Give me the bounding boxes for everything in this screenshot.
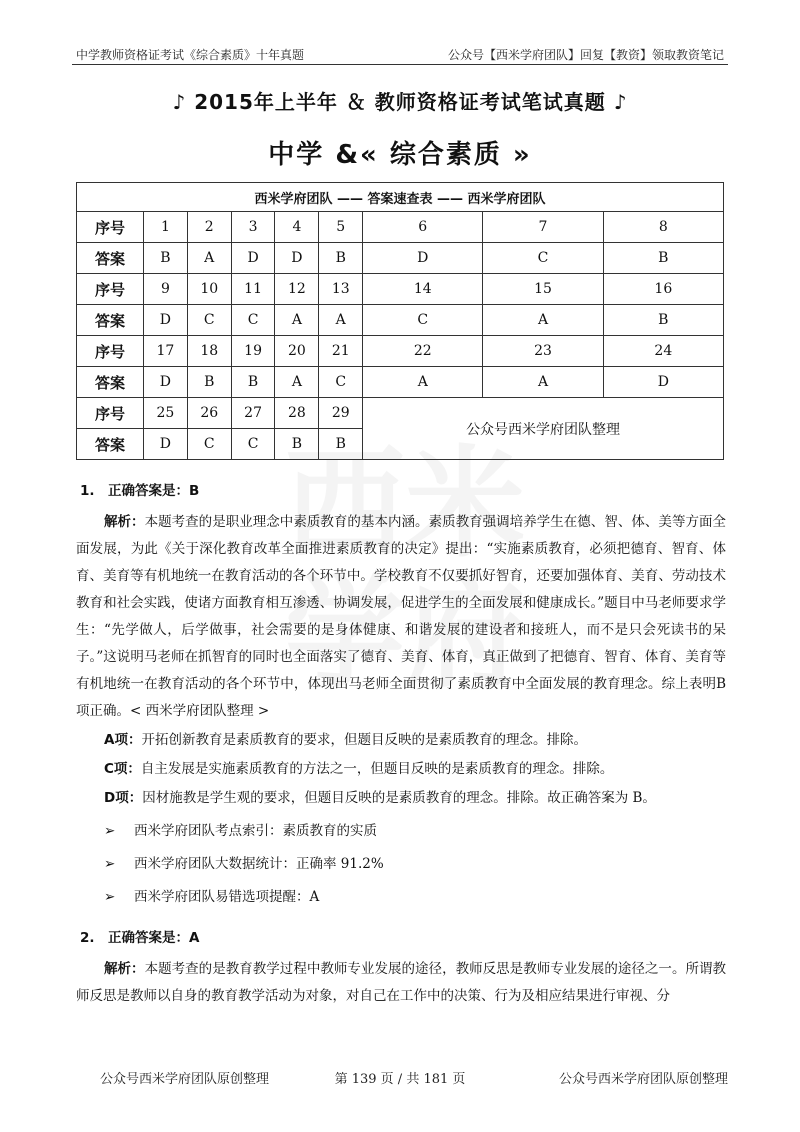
answer-cell: D bbox=[144, 305, 188, 336]
answer-cell: A bbox=[483, 367, 603, 398]
question-number: 5 bbox=[319, 212, 363, 243]
answer-cell: A bbox=[275, 305, 319, 336]
explanation-content bbox=[76, 478, 726, 1010]
answer-cell: C bbox=[187, 429, 231, 460]
row-label-number: 序号 bbox=[77, 336, 144, 367]
question-number: 13 bbox=[319, 274, 363, 305]
question-number: 6 bbox=[363, 212, 483, 243]
answer-cell: C bbox=[231, 429, 275, 460]
table-note: 公众号西米学府团队整理 bbox=[363, 398, 724, 460]
header-right-text: 公众号【西米学府团队】回复【教资】领取教资笔记 bbox=[447, 48, 724, 62]
page-header bbox=[72, 40, 728, 65]
page-subtitle: 中学 &« 综合素质 » bbox=[268, 140, 532, 170]
question-number: 26 bbox=[187, 398, 231, 429]
option-explanation bbox=[104, 756, 726, 783]
table-row bbox=[77, 305, 724, 336]
correct-answer: 正确答案是：B bbox=[108, 483, 200, 499]
answer-cell: B bbox=[603, 305, 723, 336]
question-number: 27 bbox=[231, 398, 275, 429]
question-number: 24 bbox=[603, 336, 723, 367]
question-number: 2. bbox=[80, 930, 95, 946]
bullet-text: 西米学府团队大数据统计：正确率 91.2% bbox=[134, 856, 384, 872]
question-number: 1. bbox=[80, 483, 95, 499]
row-label-number: 序号 bbox=[77, 398, 144, 429]
option-explanation bbox=[104, 727, 726, 754]
option-explanation bbox=[104, 785, 726, 812]
footer-left-text: 公众号西米学府团队原创整理 bbox=[100, 1072, 270, 1087]
answer-table-caption: 西米学府团队 —— 答案速查表 —— 西米学府团队 bbox=[77, 183, 724, 212]
answer-cell: B bbox=[144, 243, 188, 274]
footer-right-text: 公众号西米学府团队原创整理 bbox=[558, 1072, 728, 1087]
page-footer bbox=[72, 1068, 728, 1090]
list-item bbox=[104, 818, 726, 845]
question-number: 11 bbox=[231, 274, 275, 305]
question-number: 17 bbox=[144, 336, 188, 367]
answer-cell: A bbox=[319, 305, 363, 336]
analysis-label: 解析： bbox=[104, 514, 145, 530]
answer-cell: A bbox=[187, 243, 231, 274]
question-number: 21 bbox=[319, 336, 363, 367]
question-number: 14 bbox=[363, 274, 483, 305]
question-1-analysis bbox=[76, 509, 726, 725]
question-number: 4 bbox=[275, 212, 319, 243]
table-row bbox=[77, 398, 724, 429]
bullet-text: 西米学府团队易错选项提醒：A bbox=[134, 889, 320, 905]
answer-cell: B bbox=[187, 367, 231, 398]
question-number: 9 bbox=[144, 274, 188, 305]
table-row bbox=[77, 274, 724, 305]
question-number: 2 bbox=[187, 212, 231, 243]
answer-cell: B bbox=[275, 429, 319, 460]
question-number: 29 bbox=[319, 398, 363, 429]
row-label-number: 序号 bbox=[77, 212, 144, 243]
table-row bbox=[77, 243, 724, 274]
answer-cell: D bbox=[363, 243, 483, 274]
question-2-analysis bbox=[76, 956, 726, 1010]
answer-cell: A bbox=[275, 367, 319, 398]
answer-cell: C bbox=[231, 305, 275, 336]
arrow-bullet-icon: ➢ bbox=[104, 889, 116, 905]
question-number: 28 bbox=[275, 398, 319, 429]
question-number: 23 bbox=[483, 336, 603, 367]
question-number: 7 bbox=[483, 212, 603, 243]
question-number: 1 bbox=[144, 212, 188, 243]
analysis-text: 本题考查的是职业理念中素质教育的基本内涵。素质教育强调培养学生在德、智、体、美等方面全面发展，为此《关于深化教育改革全面推进素质教育的决定》提出：“实施素质教育，必须把德育、智育、体育、美育等有机地统一在教育活动的各个环节中。学校教育不仅要抓好智育，还要加强体育、美育、劳动技术教育和社会实践，使诸方面教育相互渗透、协调发展，促进学生的全面发展和健康成长。”题目中马老师要求学生：“先学做人，后学做事，社会需要的是身体健康、和谐发展的建设者和接班人，而不是只会死读书的呆子。”这说明马老师在抓智育的同时也全面落实了德育、美育、体育，真正做到了把德育、智育、体育、美育等有机地统一在教育活动的各个环节中，体现出马老师全面贯彻了素质教育中全面发展的教育理念。综上表明B项正确。< 西米学府团队整理 > bbox=[76, 514, 727, 719]
question-number: 22 bbox=[363, 336, 483, 367]
question-number: 8 bbox=[603, 212, 723, 243]
arrow-bullet-icon: ➢ bbox=[104, 823, 116, 839]
list-item bbox=[104, 884, 726, 911]
answer-cell: D bbox=[144, 367, 188, 398]
answer-cell: D bbox=[231, 243, 275, 274]
answer-cell: B bbox=[319, 243, 363, 274]
answer-cell: C bbox=[187, 305, 231, 336]
answer-cell: B bbox=[319, 429, 363, 460]
answer-cell: C bbox=[483, 243, 603, 274]
answer-cell: B bbox=[603, 243, 723, 274]
analysis-label: 解析： bbox=[104, 961, 145, 977]
answer-cell: D bbox=[144, 429, 188, 460]
answer-cell: A bbox=[483, 305, 603, 336]
answer-cell: A bbox=[363, 367, 483, 398]
question-number: 3 bbox=[231, 212, 275, 243]
page-title: ♪ 2015年上半年 ＆ 教师资格证考试笔试真题 ♪ bbox=[172, 90, 628, 114]
option-label: A项： bbox=[104, 732, 142, 748]
answer-cell: C bbox=[363, 305, 483, 336]
option-label: C项： bbox=[104, 761, 141, 777]
question-number: 16 bbox=[603, 274, 723, 305]
correct-answer: 正确答案是：A bbox=[108, 930, 200, 946]
question-2-heading bbox=[80, 925, 726, 952]
row-label-answer: 答案 bbox=[77, 429, 144, 460]
answer-cell: C bbox=[319, 367, 363, 398]
question-number: 12 bbox=[275, 274, 319, 305]
list-item bbox=[104, 851, 726, 878]
question-number: 25 bbox=[144, 398, 188, 429]
analysis-text: 本题考查的是教育教学过程中教师专业发展的途径，教师反思是教师专业发展的途径之一。所谓教师反思是教师以自身的教育教学活动为对象，对自己在工作中的决策、行为及相应结果进行审视、分 bbox=[76, 961, 727, 1004]
row-label-answer: 答案 bbox=[77, 367, 144, 398]
answer-cell: D bbox=[603, 367, 723, 398]
row-label-answer: 答案 bbox=[77, 243, 144, 274]
table-row bbox=[77, 336, 724, 367]
table-row bbox=[77, 212, 724, 243]
question-1-heading bbox=[80, 478, 726, 505]
table-row bbox=[77, 367, 724, 398]
answer-cell: D bbox=[275, 243, 319, 274]
option-text: 自主发展是实施素质教育的方法之一，但题目反映的是素质教育的理念。排除。 bbox=[140, 761, 614, 777]
answer-cell: B bbox=[231, 367, 275, 398]
option-text: 因材施教是学生观的要求，但题目反映的是素质教育的理念。排除。故正确答案为 B。 bbox=[142, 790, 656, 806]
bullet-text: 西米学府团队考点索引：素质教育的实质 bbox=[134, 823, 377, 839]
row-label-number: 序号 bbox=[77, 274, 144, 305]
page-number: 第 139 页 / 共 181 页 bbox=[334, 1072, 466, 1087]
arrow-bullet-icon: ➢ bbox=[104, 856, 116, 872]
answer-table bbox=[76, 182, 724, 460]
question-number: 10 bbox=[187, 274, 231, 305]
header-left-text: 中学教师资格证考试《综合素质》十年真题 bbox=[76, 48, 305, 62]
row-label-answer: 答案 bbox=[77, 305, 144, 336]
question-number: 19 bbox=[231, 336, 275, 367]
question-number: 18 bbox=[187, 336, 231, 367]
option-label: D项： bbox=[104, 790, 143, 806]
question-number: 20 bbox=[275, 336, 319, 367]
option-text: 开拓创新教育是素质教育的要求，但题目反映的是素质教育的理念。排除。 bbox=[141, 732, 587, 748]
question-number: 15 bbox=[483, 274, 603, 305]
